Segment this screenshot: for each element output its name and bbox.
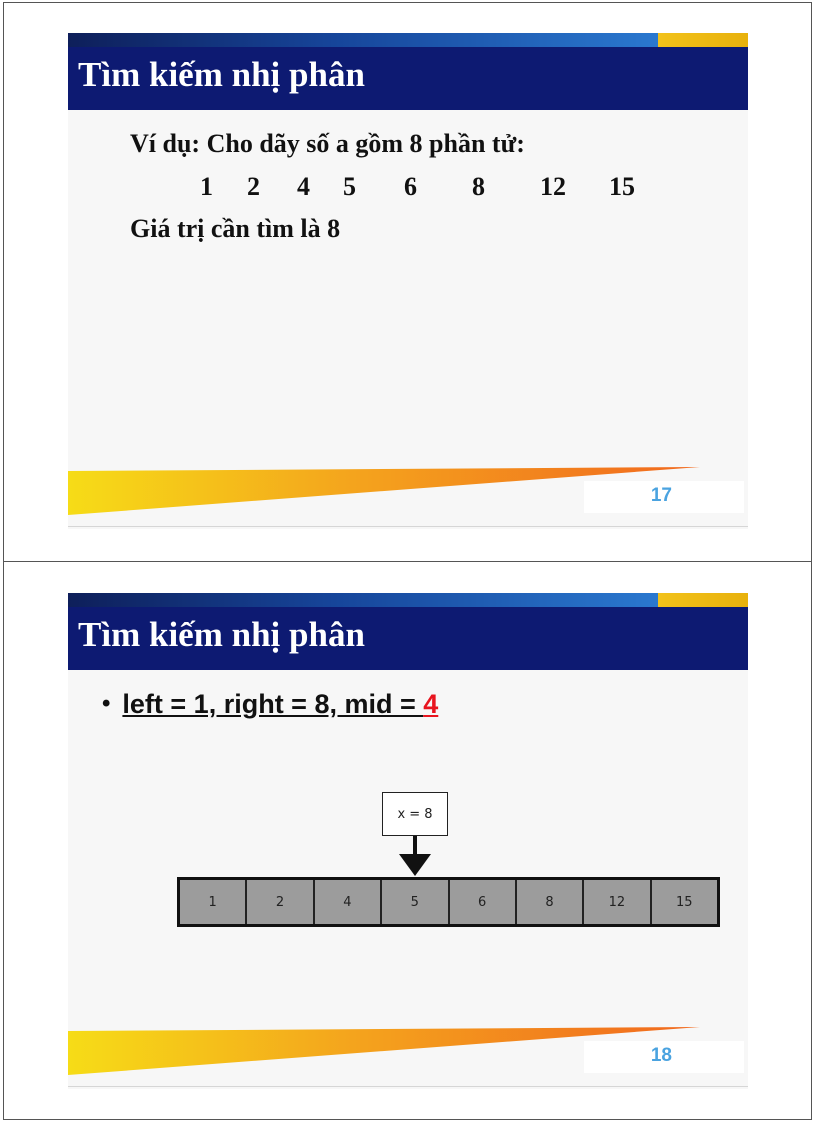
bottom-rule [68,1086,748,1087]
slide-17 [68,33,748,529]
page-number-box [584,481,744,513]
sequence-number: 12 [540,172,566,201]
array-cell: 5 [382,880,449,924]
pointer-values: left = 1, right = 8, mid = [122,689,424,719]
slide-title: Tìm kiếm nhị phân [78,615,365,654]
sequence-number: 5 [343,172,356,201]
array-cell: 12 [584,880,651,924]
mid-value: 4 [423,689,439,719]
down-arrow-icon [398,836,432,877]
page-number-box [584,1041,744,1073]
array-cell: 8 [517,880,584,924]
bottom-rule [68,526,748,527]
top-gold-strip [658,33,748,47]
target-value-text: Giá trị cần tìm là 8 [130,214,341,243]
page-number: 17 [650,485,672,506]
array-cell: 1 [180,880,247,924]
page-number: 18 [650,1045,672,1066]
sequence-number: 8 [472,172,485,201]
sequence-number: 2 [247,172,260,201]
sequence-number: 4 [297,172,310,201]
bullet-item [102,689,438,720]
array-cell: 15 [652,880,717,924]
slide-18 [68,593,748,1089]
array-cell: 6 [450,880,517,924]
sequence-number: 15 [609,172,635,201]
array-cell: 4 [315,880,382,924]
example-intro: Ví dụ: Cho dãy số a gồm 8 phần tử: [130,129,525,158]
slide-title: Tìm kiếm nhị phân [78,55,365,94]
top-gradient-strip [68,33,658,47]
array-cell: 2 [247,880,314,924]
bullet-dot: • [102,690,111,717]
search-key-box: x = 8 [382,792,448,836]
page-divider [3,561,812,562]
top-gradient-strip [68,593,658,607]
sequence-number: 1 [200,172,213,201]
top-gold-strip [658,593,748,607]
array-row [177,877,720,927]
sequence-number: 6 [404,172,417,201]
